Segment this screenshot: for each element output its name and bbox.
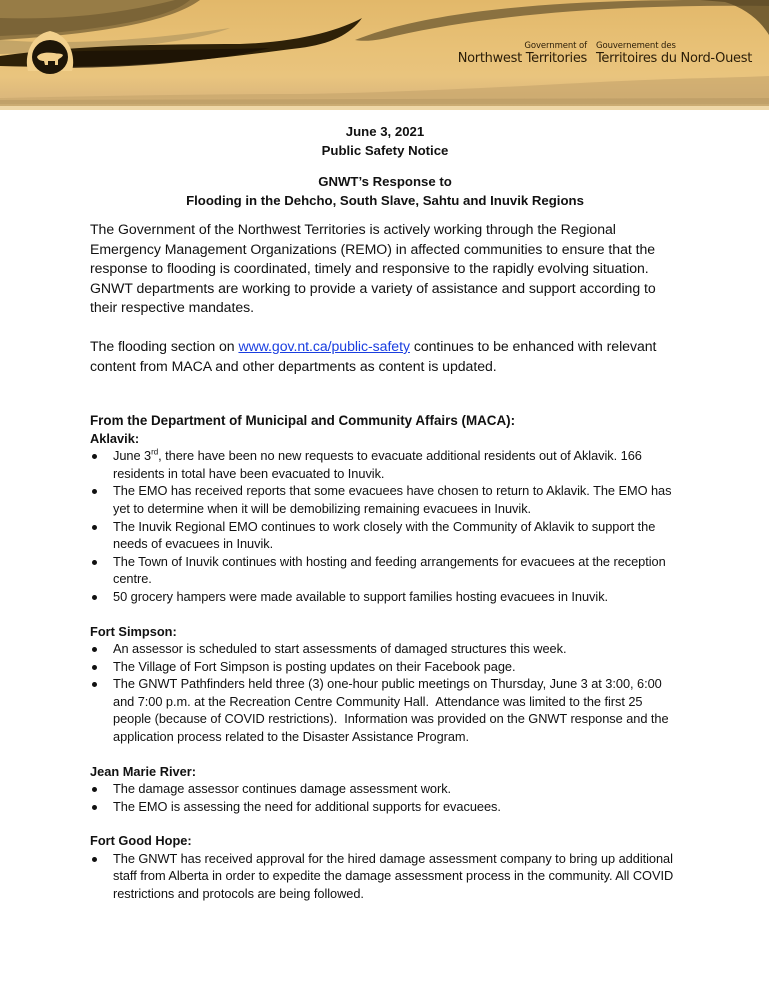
community-heading-fort-simpson: Fort Simpson:: [90, 623, 177, 639]
bullet-icon: [92, 665, 97, 670]
bullet-icon: [92, 682, 97, 687]
list-item: The Inuvik Regional EMO continues to work closely with the Community of Aklavik to support the needs of evacuees in Inuvik.: [90, 518, 680, 553]
bullet-icon: [92, 647, 97, 652]
bullet-icon: [92, 857, 97, 862]
document-body: [90, 122, 680, 903]
list-item: The EMO is assessing the need for additional supports for evacuees.: [90, 798, 680, 816]
list-item: 50 grocery hampers were made available to support families hosting evacuees in Inuvik.: [90, 588, 680, 606]
title-block: [90, 122, 680, 210]
maca-section-heading: From the Department of Municipal and Community Affairs (MACA):: [90, 413, 516, 429]
list-item: The Village of Fort Simpson is posting updates on their Facebook page.: [90, 658, 680, 676]
notice-heading-line1: GNWT’s Response to: [318, 174, 452, 189]
bullet-icon: [92, 787, 97, 792]
fort-good-hope-bullet-list: [90, 850, 680, 903]
notice-heading-line2: Flooding in the Dehcho, South Slave, Sahtu and Inuvik Regions: [186, 193, 584, 208]
bullet-icon: [92, 805, 97, 810]
list-item: An assessor is scheduled to start assessments of damaged structures this week.: [90, 640, 680, 658]
list-item: The EMO has received reports that some evacuees have chosen to return to Aklavik. The EMO has yet to determine when it will be demobilizing remaining evacuees in Inuvik.: [90, 482, 680, 517]
notice-date: June 3, 2021: [345, 124, 425, 139]
list-item: The GNWT has received approval for the hired damage assessment company to bring up additional staff from Alberta in order to expedite the damage assessment process in the community. All COVID restrictions and protocols are being followed.: [90, 850, 680, 903]
intro-paragraph: The Government of the Northwest Territories is actively working through the Regional Emergency Management Organizations (REMO) in affected communities to ensure that the response to flooding is coordinated, timely and responsive to the rapidly evolving situation. GNWT departments are working to provide a variety of assistance and support according to their respective mandates.: [90, 221, 656, 316]
bullet-icon: [92, 595, 97, 600]
polar-bear-logo-icon: [24, 27, 76, 79]
government-name-french: Gouvernement des Territoires du Nord-Ouest: [596, 41, 752, 66]
community-heading-fort-good-hope: Fort Good Hope:: [90, 833, 192, 849]
community-heading-jean-marie-river: Jean Marie River:: [90, 763, 196, 779]
notice-type: Public Safety Notice: [321, 143, 449, 158]
fort-simpson-bullet-list: [90, 640, 680, 746]
public-safety-link[interactable]: www.gov.nt.ca/public-safety: [238, 337, 410, 354]
header-banner: [0, 0, 769, 110]
bullet-icon: [92, 525, 97, 530]
jean-marie-river-bullet-list: [90, 780, 680, 815]
bullet-icon: [92, 560, 97, 565]
bullet-icon: [92, 454, 97, 459]
aklavik-bullet-list: [90, 447, 680, 605]
bullet-icon: [92, 489, 97, 494]
community-heading-aklavik: Aklavik:: [90, 430, 140, 446]
government-name-english: Government of Northwest Territories: [457, 41, 587, 66]
list-item: The GNWT Pathfinders held three (3) one-hour public meetings on Thursday, June 3 at 3:00, 6:00 and 7:00 p.m. at the Recreation Centre Community Hall. Attendance was limited to the first 25 people (because of COVID restrictions). Information was provided on the GNWT response and the application process related to the Disaster Assistance Program.: [90, 675, 680, 745]
public-safety-link-paragraph: The flooding section on www.gov.nt.ca/public-safety continues to be enhanced with relevant content from MACA and other departments as content is updated.: [90, 337, 657, 374]
list-item: June 3rd, there have been no new requests to evacuate additional residents out of Aklavik. 166 residents in total have been evacuated to Inuvik.: [90, 447, 680, 482]
list-item: The damage assessor continues damage assessment work.: [90, 780, 680, 798]
list-item: The Town of Inuvik continues with hosting and feeding arrangements for evacuees at the reception centre.: [90, 553, 680, 588]
